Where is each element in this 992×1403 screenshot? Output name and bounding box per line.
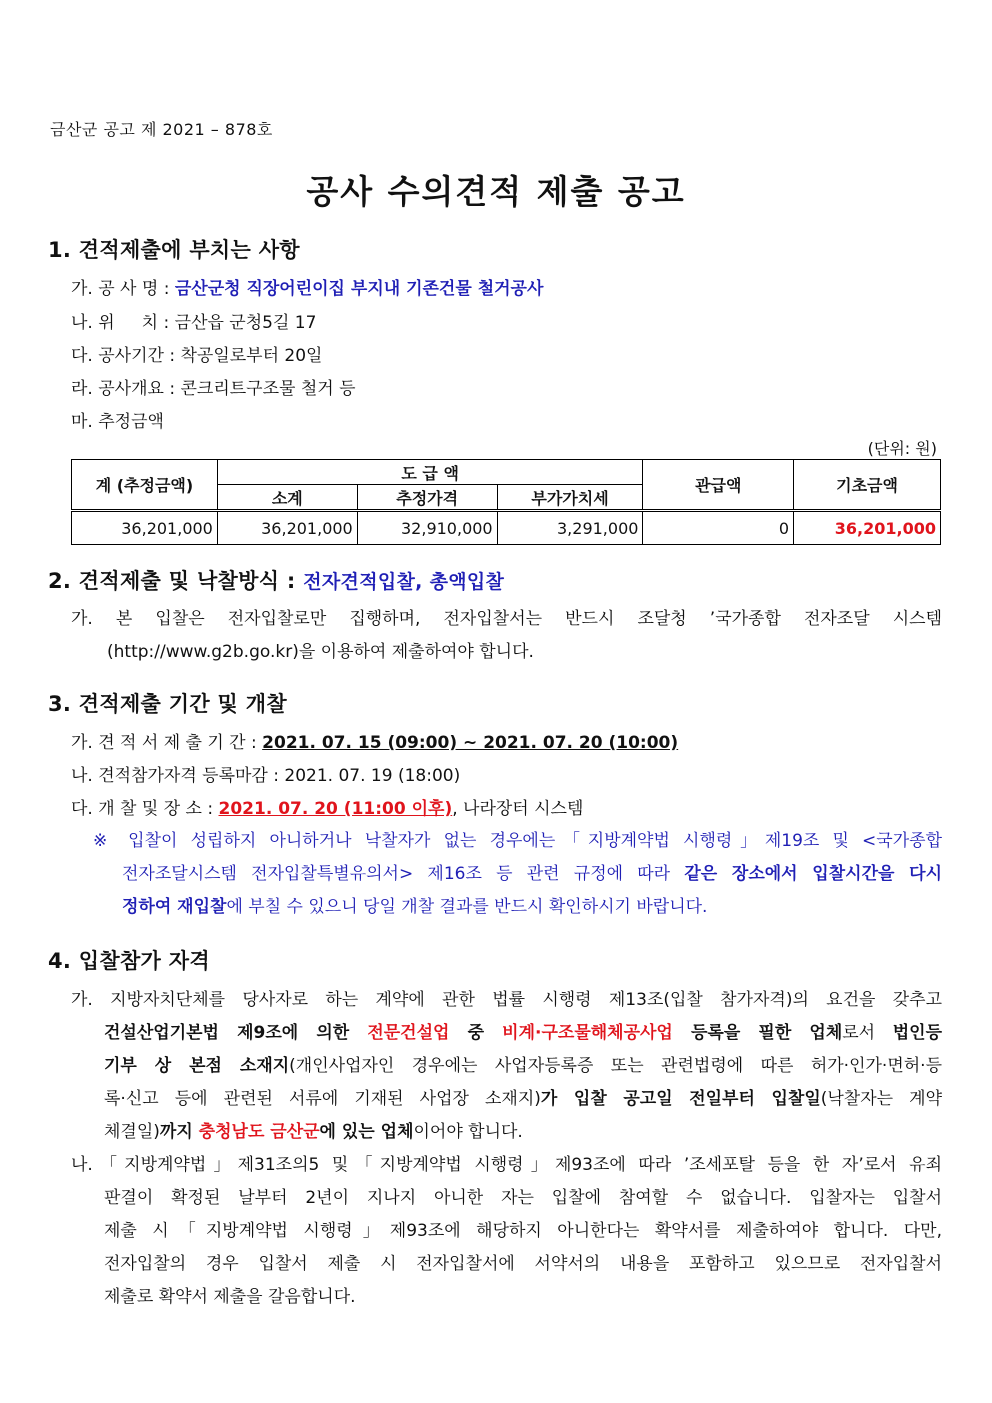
header-estimate: 추정가격 xyxy=(357,485,497,511)
rebid-note-line1: ※ 입찰이 성립하지 아니하거나 낙찰자가 없는 경우에는「지방계약법 시행령」제19조 및 <국가종합 xyxy=(93,831,942,851)
location-row xyxy=(71,308,316,333)
qualification-b-line5: 제출로 확약서 제출을 갈음합니다. xyxy=(104,1287,356,1307)
period-label: 다. 공사기간 : xyxy=(71,346,176,366)
section-2-method: 전자견적입찰, 총액입찰 xyxy=(303,571,505,593)
until: 까지 xyxy=(159,1122,199,1142)
qualification-a-line4 xyxy=(104,1084,942,1109)
registration-deadline-label: 나. 견적참가자격 등록마감 : xyxy=(71,766,279,786)
license-type: 전문건설업 xyxy=(367,1023,450,1043)
submission-period-value: 2021. 07. 15 (09:00) ~ 2021. 07. 20 (10:00) xyxy=(262,733,679,753)
amount-table xyxy=(71,459,941,545)
corp-registry: 법인등 xyxy=(892,1023,943,1043)
summary-value: 콘크리트구조물 철거 등 xyxy=(180,379,356,399)
project-name-label: 가. 공 사 명 : xyxy=(71,279,170,299)
cell-supplied: 0 xyxy=(643,511,794,545)
section-2-item-a-line2: (http://www.g2b.go.kr)을 이용하여 제출하여야 합니다. xyxy=(107,642,534,662)
qualification-b-line1: 나.「지방계약법」제31조의5 및「지방계약법 시행령」제93조에 따라 ’조세포탈 등을 한 자’로서 유죄 xyxy=(71,1155,942,1175)
period-row xyxy=(71,341,322,366)
rebid-note-emphasis-2: 정하여 재입찰 xyxy=(122,897,227,917)
qualification-a-line3 xyxy=(104,1051,942,1076)
summary-label: 라. 공사개요 : xyxy=(71,379,176,399)
qualification-a-line5 xyxy=(104,1117,523,1142)
header-subtotal: 소계 xyxy=(217,485,357,511)
rebid-note-emphasis: 같은 장소에서 입찰시간을 다시 xyxy=(684,864,942,884)
contract-date: 체결일) xyxy=(104,1122,160,1142)
individual-note: (개인사업자인 경우에는 사업자등록증 또는 관련법령에 따른 허가·인가·면허·등 xyxy=(289,1056,942,1076)
section-3-heading: 3. 견적제출 기간 및 개찰 xyxy=(48,692,287,716)
qualification-b-line4: 전자입찰의 경우 입찰서 제출 시 전자입찰서에 서약서의 내용을 포함하고 있으므로 전자입찰서 xyxy=(104,1254,942,1274)
cell-base: 36,201,000 xyxy=(794,511,941,545)
connector: 중 xyxy=(449,1023,503,1043)
located-company: 에 있는 업체 xyxy=(319,1122,414,1142)
summary-row xyxy=(71,374,356,399)
opening-label: 다. 개 찰 및 장 소 : xyxy=(71,799,214,819)
header-base: 기초금액 xyxy=(794,460,941,511)
registration-deadline-value: 2021. 07. 19 (18:00) xyxy=(284,766,461,786)
connector-2: 로서 xyxy=(842,1023,893,1043)
cell-total: 36,201,000 xyxy=(72,511,218,545)
location-value: 금산읍 군청5길 17 xyxy=(174,313,317,333)
submission-period-row xyxy=(71,728,678,753)
requirement-end: 이어야 합니다. xyxy=(413,1122,523,1142)
cell-estimate: 32,910,000 xyxy=(357,511,497,545)
location-label: 나. 위 치 : xyxy=(71,313,170,333)
qualification-a-line2 xyxy=(104,1018,942,1043)
header-contract: 도 급 액 xyxy=(217,460,643,485)
section-1-heading: 1. 견적제출에 부치는 사항 xyxy=(48,238,300,262)
qualification-a-line1: 가. 지방자치단체를 당사자로 하는 계약에 관한 법률 시행령 제13조(입찰 참가자격)의 요건을 갖추고 xyxy=(71,990,942,1010)
registered-company: 등록을 필한 업체 xyxy=(672,1023,843,1043)
section-2-heading xyxy=(48,565,504,595)
page-title: 공사 수의견적 제출 공고 xyxy=(306,172,686,211)
opening-row xyxy=(71,794,583,819)
qualification-b-line2: 판결이 확정된 날부터 2년이 지나지 아니한 자는 입찰에 참여할 수 없습니다. 입찰자는 입찰서 xyxy=(104,1188,942,1208)
winner-note: (낙찰자는 계약 xyxy=(820,1089,942,1109)
head-office: 기부 상 본점 소재지 xyxy=(104,1056,290,1076)
license-subtype: 비계·구조물해체공사업 xyxy=(502,1023,673,1043)
notice-number: 금산군 공고 제 2021 – 878호 xyxy=(50,120,273,139)
section-4-heading: 4. 입찰참가 자격 xyxy=(48,949,210,973)
project-name-row xyxy=(71,274,543,299)
header-vat: 부가가치세 xyxy=(497,485,643,511)
header-total: 계 (추정금액) xyxy=(72,460,218,511)
cell-vat: 3,291,000 xyxy=(497,511,643,545)
qualification-b-line3: 제출 시「지방계약법 시행령」제93조에 해당하지 아니한다는 확약서를 제출하여야 합니다. 다만, xyxy=(104,1221,942,1241)
registration-deadline-row xyxy=(71,761,460,786)
rebid-note-line2 xyxy=(122,859,942,884)
location-note: 록·신고 등에 관련된 서류에 기재된 사업장 소재지) xyxy=(104,1089,541,1109)
project-name-value: 금산군청 직장어린이집 부지내 기존건물 철거공사 xyxy=(174,279,544,299)
submission-period-label: 가. 견 적 서 제 출 기 간 : xyxy=(71,733,257,753)
cell-subtotal: 36,201,000 xyxy=(217,511,357,545)
estimate-label: 마. 추정금액 xyxy=(71,412,164,432)
period-note: 가 입찰 공고일 전일부터 입찰일 xyxy=(540,1089,821,1109)
rebid-note-line3 xyxy=(122,892,707,917)
unit-label: (단위: 원) xyxy=(867,439,937,458)
rebid-note-text: 전자조달시스템 전자입찰특별유의서> 제16조 등 관련 규정에 따라 xyxy=(122,864,685,884)
section-2-title: 2. 견적제출 및 낙찰방식 : xyxy=(48,569,296,593)
header-supplied: 관급액 xyxy=(643,460,794,511)
opening-value: 2021. 07. 20 (11:00 이후) xyxy=(218,799,453,819)
law-article: 건설산업기본법 제9조에 의한 xyxy=(104,1023,368,1043)
section-2-item-a-line1: 가. 본 입찰은 전자입찰로만 집행하며, 전자입찰서는 반드시 조달청 ’국가종합 전자조달 시스템 xyxy=(71,609,942,629)
region: 충청남도 금산군 xyxy=(198,1122,320,1142)
period-value: 착공일로부터 20일 xyxy=(180,346,323,366)
rebid-note-tail: 에 부칠 수 있으니 당일 개찰 결과를 반드시 확인하시기 바랍니다. xyxy=(226,897,708,917)
opening-place: , 나라장터 시스템 xyxy=(452,799,584,819)
